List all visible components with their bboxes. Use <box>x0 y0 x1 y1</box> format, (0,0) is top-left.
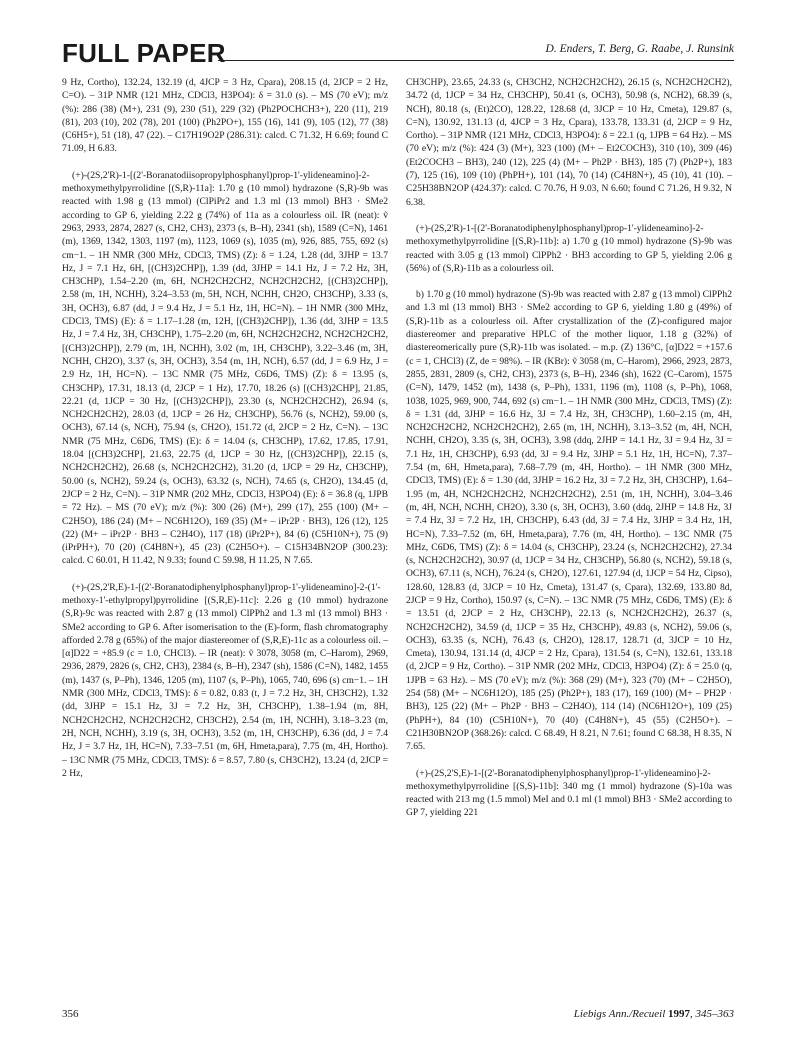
paragraph: (+)-(2S,2'R)-1-[(2'-Boranatodiphenylphosphanyl)prop-1'-ylideneamino]-2-methoxymethylpyrrolidine [(S,R)-11b]: a) 1.70 g (10 mmol) hydrazone (S)-9b was reacted with 3.05 g (13 mmol) ClPPh2 · BH3 according to GP 5, yielding 2.06 g (56%) of (S,R)-11b as a colourless oil. <box>406 222 732 274</box>
journal-name: Liebigs Ann./Recueil <box>573 1008 666 1020</box>
journal-citation <box>574 1008 734 1020</box>
journal-pages: , 345–363 <box>690 1008 734 1020</box>
right-column <box>406 76 732 833</box>
paragraph: CH3CHP), 23.65, 24.33 (s, CH3CH2, NCH2CH2CH2), 26.15 (s, NCH2CH2CH2), 34.72 (d, 1JCP = 34 Hz, CH3CHP), 50.41 (s, OCH3), 50.98 (s, NCH2), 68.39 (s, NCH), 80.18 (s, (Et)2CO), 128.22, 128.68 (d, 3JCP = 10 Hz, Cmeta), 129.87 (s, C=N), 130.92, 131.13 (d, 4JCP = 3 Hz, Cpara), 133.78, 133.31 (d, 2JCP = 9 Hz, Cortho). – 31P NMR (121 MHz, CDCl3, H3PO4): δ = 22.1 (q, 1JPB = 64 Hz). – MS (70 eV); m/z (%): 424 (3) (M+), 323 (100) (M+ – Et2COCH3), 310 (10), 309 (46) (Et2COCH3 – BH3), 240 (12), 225 (4) (M+ – Ph2P · BH3), 185 (7) (Ph2P+), 183 (7), 125 (16), 109 (10) (PhPH+), 101 (14), 70 (14) (C4H8N+), 45 (10), 41 (10). – C25H38BN2OP (424.37): calcd. C 70.76, H 9.03, N 6.60; found C 71.26, H 9.32, N 6.38. <box>406 77 732 208</box>
paragraph: (+)-(2S,2'R,E)-1-[(2'-Boranatodiphenylphosphanyl)prop-1'-ylideneamino]-2-(1'-methoxy-1'-ethylpropyl)pyrrolidine [(S,R,E)-11c]: 2.26 g (10 mmol) hydrazone (S,R)-9c was reacted with 2.87 g (13 mmol) ClPPh2 and 1.3 ml (13 mmol) BH3 · SMe2 according to GP 6. After isomerisation to the (E)-form, flash chromatography afforded 2.78 g (65%) of the major diastereomer of (S,R,E)-11c as a colourless oil. – [α]D22 = +85.9 (c = 1.0, CHCl3). – IR (neat): ṽ 3078, 3058 (m, C–Harom), 2969, 2936, 2879, 2826 (s, CH2, CH3), 2384 (s, B–H), 2347 (sh), 1586 (C=N), 1482, 1455 (m), 1437 (s, P–Ph), 1346, 1205 (m), 1107 (s, P–Ph), 1065, 740, 696 (s) cm−1. – 1H NMR (300 MHz, CDCl3, TMS): δ = 0.82, 0.83 (t, J = 7.2 Hz, 3H, CH3CH2), 1.32 (dd, 3JHP = 15.1 Hz, 3J = 7.2 Hz, 3H, CH3CHP), 1.38–1.94 (m, 8H, NCH2CH2CH2, NCH2CH2CH2, CH3CH2), 2.54 (m, 1H, NCHH), 3.18–3.23 (m, 2H, NCH, NCHH), 3.19 (s, 3H, OCH3), 3.52 (m, 1H, CH3CHP), 6.36 (dd, J = 7.4 Hz, J = 3.7 Hz, 1H, HC=N), 7.33–7.51 (m, 6H, Hmeta,para), 7.75 (m, 4H, Hortho). – 13C NMR (75 MHz, CDCl3, TMS): δ = 8.57, 7.80 (s, CH3CH2), 13.24 (d, 2JCP = 2 Hz, <box>62 581 388 779</box>
page-number: 356 <box>62 1008 79 1020</box>
paragraph: (+)-(2S,2'R)-1-[(2'-Boranatodiisopropylphosphanyl)prop-1'-ylideneamino]-2-methoxymethylpyrrolidine [(S,R)-11a]: 1.70 g (10 mmol) hydrazone (S,R)-9b was reacted with 1.98 g (13 mmol) (ClPiPr2 and 1.3 ml (13 mmol) BH3 · SMe2 according to GP 6, yielding 2.22 g (74%) of 11a as a colourless oil. IR (neat): ṽ 2963, 2933, 2874, 2827 (s, CH2, CH3), 2373 (s, B–H), 2341 (sh), 1589 (C=N), 1461 (m), 1369, 1342, 1303, 1197 (m), 1123, 1069 (s), 1035 (m), 926, 885, 755, 692 (s) cm−1. – 1H NMR (300 MHz, CDCl3, TMS) (Z): δ = 1.24, 1.28 (dd, 3JHP = 13.7 Hz, J = 7.1 Hz, 6H, [(CH3)2CHP]), 1.39 (dd, 3JHP = 14.1 Hz, J = 7.2 Hz, 3H, CH3CHP), 1.54–2.20 (m, 6H, NCH2CH2CH2, NCH2CH2CH2, [(CH3)2CHP]), 2.58 (m, 1H, NCHH), 3.24–3.53 (m, 5H, NCH, NCHH, CH2O, CH3CHP), 3.33 (s, 3H, OCH3), 6.87 (dd, J = 9.4 Hz, J = 5.1 Hz, 1H, HC=N). – 1H NMR (300 MHz, CDCl3, TMS) (E): δ = 1.17–1.28 (m, 12H, [(CH3)2CHP]), 1.36 (dd, 3JHP = 13.5 Hz, J = 7.4 Hz, 3H, CH3CHP), 1.75–2.20 (m, 6H, NCH2CH2CH2, NCH2CH2CH2, [(CH3)2CHP]), 2.79 (m, 1H, NCHH), 3.02 (m, 1H, CH3CHP), 3.22–3.46 (m, 3H, NCHH, CH2O), 3.37 (s, 3H, OCH3), 3.54 (m, 1H, NCH), 6.57 (dd, J = 6.9 Hz, J = 2.9 Hz, 1H, HC=N). – 13C NMR (75 MHz, C6D6, TMS) (Z): δ = 13.95 (s, CH3CHP), 17.31, 18.13 (d, 2JCP = 1 Hz), 17.70, 18.26 (s) [(CH3)2CHP], 21.85, 22.21 (d, 1JCP = 30 Hz, [(CH3)2CHP]), 23.30 (s, NCH2CH2CH2), 26.94 (s, NCH2CH2CH2), 28.03 (d, 1JCP = 26 Hz, CH3CHP), 56.76 (s, NCH2), 59.00 (s, OCH3), 67.14 (s, NCH), 75.94 (s, CH2O), 151.72 (d, 2JCP = 2 Hz, C=N). – 13C NMR (75 MHz, C6D6, TMS) (E): δ = 14.04 (s, CH3CHP), 17.62, 17.85, 17.91, 18.04 [(CH3)2CHP], 21.63, 22.75 (d, 1JCP = 30 Hz, [(CH3)2CHP]), 22.15 (s, NCH2CH2CH2), 26.68 (s, NCH2CH2CH2), 31.20 (d, 1JCP = 29 Hz, CH3CHP), 50.00 (s, NCH2), 59.24 (s, OCH3), 63.32 (s, NCH), 74.65 (s, CH2O), 134.45 (d, 2JCP = 2 Hz, C=N). – 31P NMR (202 MHz, CDCl3, H3PO4) (E): δ = 36.8 (q, 1JPB = 72 Hz). – MS (70 eV); m/z (%): 300 (26) (M+), 299 (17), 255 (100) (M+ – C2H5O), 186 (24) (M+ – NC6H12O), 169 (35) (M+ – iPr2P · BH3), 126 (12), 125 (22) (M+ – iPr2P · BH3 – C2H4O), 117 (18) (iPr2P+), 84 (6) (C5H10N+), 75 (9) (iPrPH+), 70 (20) (C4H8N+), 45 (23) (C2H5O+). – C15H34BN2OP (300.23): calcd. C 60.01, H 11.42, N 9.33; found C 59.98, H 11.25, N 7.65. <box>62 169 388 567</box>
paragraph: b) 1.70 g (10 mmol) hydrazone (S)-9b was reacted with 2.87 g (13 mmol) ClPPh2 and 1.3 ml (13 mmol) BH3 · SMe2 according to GP 6, yielding 1.80 g (49%) of (S,R)-11b as a colourless oil. After crystallization of the (Z)-configured major diastereomer and preparative HPLC of the mother liquor, 1.18 g (32%) of diastereomerically pure (S,R)-11b was isolated. – m.p. (Z) 136°C, [α]D22 = +157.6 (c = 1, CHCl3) (Z, de = 98%). – IR (KBr): ṽ 3058 (m, C–Harom), 2966, 2923, 2873, 2855, 2831, 2809 (s, CH2, CH3), 2373 (s, B–H), 2346 (sh), 1622 (C–Carom), 1575 (C=N), 1479, 1452 (m), 1438 (s, P–Ph), 1331, 1196 (m), 1108 (s, P–Ph), 1068, 1038, 1025, 969, 900, 744, 692 (s) cm−1. – 1H NMR (300 MHz, CDCl3, TMS) (Z): δ = 1.31 (dd, 3JHP = 16.6 Hz, 3J = 7.4 Hz, 3H, CH3CHP), 1.60–2.15 (m, 4H, NCH2CH2CH2, NCH2CH2CH2), 2.65 (m, 1H, NCHH), 3.13–3.52 (m, 4H, NCH, NCHH, CH2O), 3.35 (s, 3H, OCH3), 3.98 (ddq, 2JHP = 14.1 Hz, 3J = 9.4 Hz, 3J = 7.1 Hz, 1H, CH3CHP), 6.93 (dd, 3J = 9.4 Hz, 3JHP = 5.1 Hz, 1H, HC=N), 7.37–7.54 (m, 6H, Hmeta,para), 7.68–7.79 (m, 4H, Hortho). – 1H NMR (300 MHz, CDCl3, TMS) (E): δ = 1.30 (dd, 3JHP = 16.2 Hz, 3J = 7.2 Hz, 3H, CH3CHP), 1.64–1.95 (m, 4H, NCH2CH2CH2, NCH2CH2CH2), 2.51 (m, 1H, NCHH), 3.04–3.46 (m, 4H, NCH, NCHH, CH2O), 3.30 (s, 3H, OCH3), 3.60 (ddq, 2JHP = 14.8 Hz, 3J = 7.4 Hz, 3J = 7.2 Hz, 1H, CH3CHP), 6.43 (dd, 3J = 7.4 Hz, 3JHP = 3.4 Hz, 1H, HC=N), 7.33–7.52 (m, 6H, Hmeta,para), 7.76 (m, 4H, Hortho). – 13C NMR (75 MHz, C6D6, TMS) (Z): δ = 14.04 (s, CH3CHP), 23.24 (s, NCH2CH2CH2), 27.34 (s, NCH2CH2CH2), 30.97 (d, 1JCP = 34 Hz, CH3CHP), 56.80 (s, NCH2), 59.18 (s, OCH3), 67.11 (s, NCH), 76.24 (s, CH2O), 127.61, 127.94 (d, 1JCP = 54 Hz, Cipso), 128.60, 128.83 (d, 3JCP = 10 Hz, Cmeta), 131.47 (s, Cpara), 132.69, 133.80 8d, 2JCP = 9 Hz, Cortho), 150.97 (s, C=N). – 13C NMR (75 MHz, C6D6, TMS) (E): δ = 13.51 (d, 2JCP = 2 Hz, CH3CHP), 22.13 (s, NCH2CH2CH2), 26.37 (s, NCH2CH2CH2), 34.59 (d, 1JCP = 35 Hz, CH3CHP), 49.83 (s, NCH2), 59.06 (s, OCH3), 63.35 (s, NCH), 76.43 (s, CH2O), 128.17, 128.71 (d, 3JCP = 10 Hz, Cmeta), 130.94, 131.14 (d, 4JCP = 2 Hz, Cpara), 131.54 (s, C=N), 132.61, 133.18 (d, 2JCP = 9 Hz, Cortho). – 31P NMR (202 MHz, CDCl3, H3PO4) (Z): δ = 25.0 (q, 1JPB = 63 Hz). – MS (70 eV); m/z (%): 368 (29) (M+), 323 (70) (M+ – C2H5O), 254 (58) (M+ – NC6H12O), 185 (25) (Ph2P+), 183 (17), 169 (100) (M+ – PH2P · BH3), 125 (22) (M+ – Ph2P · BH3 – C2H4O), 114 (14) (NC6H12O+), 109 (25) (PhPH+), 84 (10) (C5H10N+), 70 (40) (C4H8N+), 45 (55) (C2H5O+). – C21H30BN2OP (368.26): calcd. C 68.49, H 8.21, N 7.61; found C 68.38, H 8.35, N 7.65. <box>406 289 732 753</box>
paragraph: (+)-(2S,2'S,E)-1-[(2'-Boranatodiphenylphosphanyl)prop-1'-ylideneamino]-2-methoxymethylpyrrolidine [(S,S)-11b]: 340 mg (1 mmol) hydrazone (S)-10a was reacted with 213 mg (1.5 mmol) MeI and 0.1 ml (1 mmol) BH3 · SMe2 according to GP 7, yielding 221 <box>406 767 732 819</box>
section-heading: FULL PAPER <box>62 38 226 68</box>
header-rule <box>218 60 734 61</box>
paragraph: 9 Hz, Cortho), 132.24, 132.19 (d, 4JCP = 3 Hz, Cpara), 208.15 (d, 2JCP = 2 Hz, C=O). – 31P NMR (121 MHz, CDCl3, H3PO4): δ = 31.0 (s). – MS (70 eV); m/z (%): 286 (38) (M+), 231 (9), 230 (51), 229 (32) (Ph2POCHCH3+), 220 (11), 219 (81), 203 (10), 202 (78), 201 (100) (Ph2PO+), 155 (16), 141 (9), 105 (12), 77 (38) (C6H5+), 51 (18), 47 (22). – C17H19O2P (286.31): calcd. C 71.32, H 6.69; found C 71.09, H 6.83. <box>62 77 388 155</box>
left-column <box>62 76 388 793</box>
journal-year: 1997 <box>668 1008 690 1020</box>
header-authors: D. Enders, T. Berg, G. Raabe, J. Runsink <box>545 43 734 55</box>
